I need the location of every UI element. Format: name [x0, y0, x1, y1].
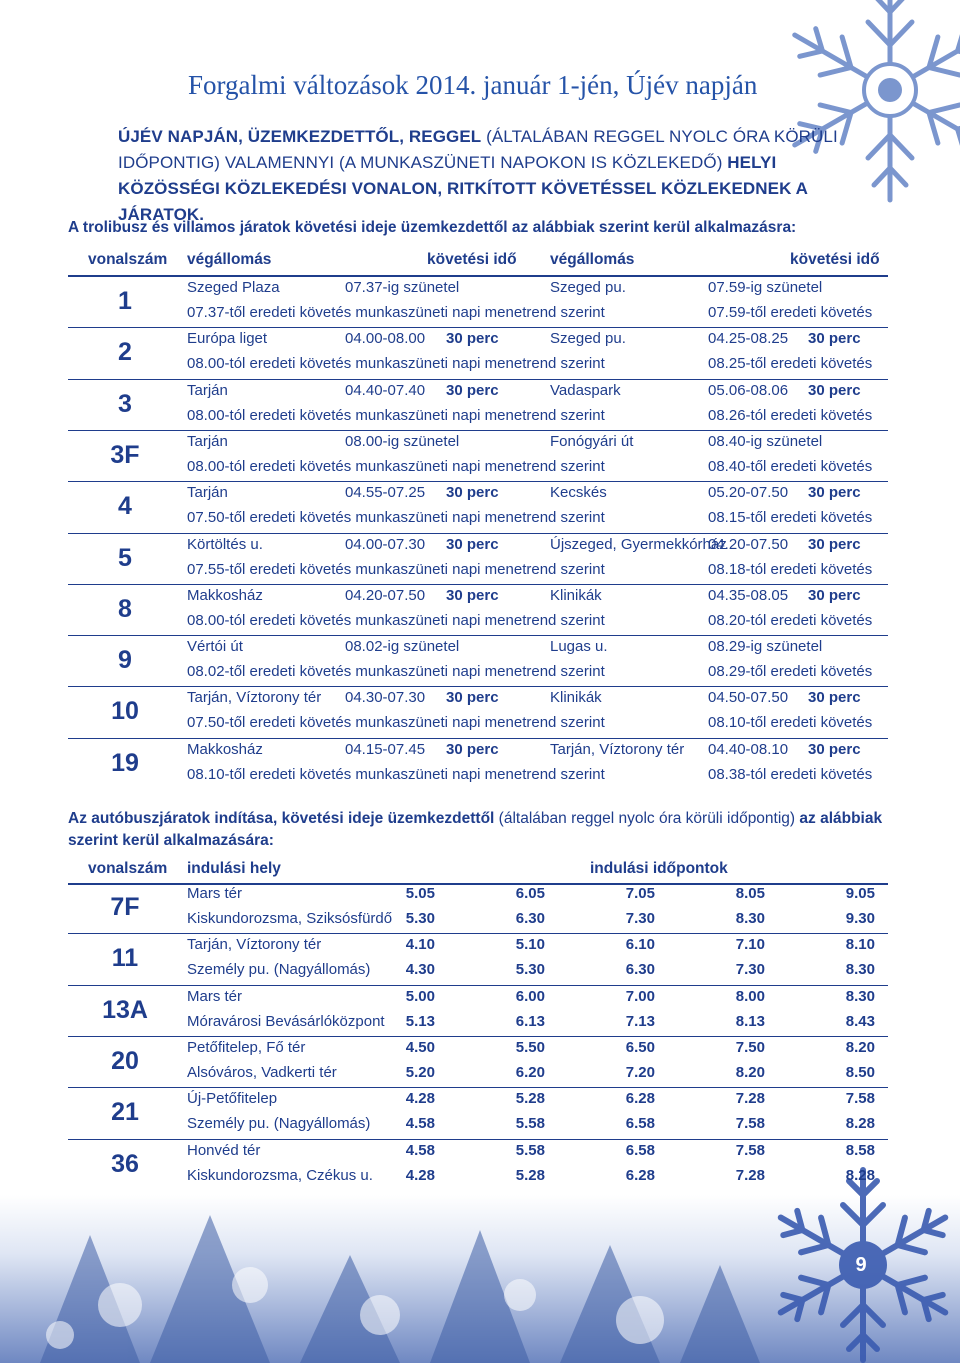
note: 08.18-tól eredeti követés: [708, 560, 873, 578]
intro-part-2: (ÁLTALÁBAN REGGEL NYOLC ÓRA KÖRÜLI IDŐPONTIG) VALAMENNYI (A MUNKASZÜNETI NAPOKON IS KÖZLEKEDŐ): [118, 127, 838, 172]
note: 08.38-tól eredeti követés: [708, 765, 873, 783]
departure-time: 6.28: [625, 1090, 655, 1108]
note: 08.00-tól eredeti követés munkaszüneti napi menetrend szerint: [187, 406, 605, 424]
departure-place: Mars tér: [187, 885, 243, 902]
departure-time: 7.30: [735, 961, 765, 979]
line-number: 11: [111, 944, 139, 973]
row-divider: [68, 379, 888, 380]
departure-time: 6.13: [515, 1012, 545, 1030]
departure-time: 5.00: [405, 987, 435, 1005]
departure-time: 8.28: [845, 1115, 875, 1133]
note: 08.29-től eredeti követés: [708, 663, 873, 681]
note: 07.50-től eredeti követés munkaszüneti napi menetrend szerint: [187, 714, 605, 732]
departure-time: 8.20: [735, 1063, 765, 1081]
departure-time: 8.50: [845, 1063, 875, 1081]
note: 08.10-től eredeti követés: [708, 714, 873, 732]
tram-header-line: vonalszám: [88, 251, 168, 268]
time-range: 04.50-07.50: [708, 689, 789, 707]
stop-name: Klinikák: [550, 689, 602, 707]
interval: 30 perc: [808, 740, 861, 758]
departure-time: 8.05: [735, 885, 765, 902]
note: 07.59-től eredeti követés: [708, 304, 873, 321]
time-range: 04.25-08.25: [708, 330, 789, 348]
departure-time: 8.58: [845, 1141, 875, 1159]
departure-time: 5.30: [405, 910, 435, 927]
departure-time: 8.43: [845, 1012, 875, 1030]
time-range: 05.20-07.50: [708, 484, 789, 502]
note: 08.15-től eredeti követés: [708, 509, 873, 527]
departure-time: 4.58: [405, 1141, 435, 1159]
stop-name: Tarján: [187, 432, 228, 450]
departure-time: 6.20: [515, 1063, 545, 1081]
intro-part-1: ÚJÉV NAPJÁN, ÜZEMKEZDETTŐL, REGGEL: [118, 127, 482, 146]
departure-time: 8.28: [845, 1166, 875, 1184]
stop-name: Klinikák: [550, 586, 602, 604]
departure-time: 6.10: [625, 936, 655, 954]
time-range: 08.02-ig szünetel: [345, 638, 460, 656]
note: 08.02-től eredeti követés munkaszüneti napi menetrend szerint: [187, 663, 605, 681]
stop-name: Körtöltés u.: [187, 535, 263, 553]
interval: 30 perc: [808, 484, 861, 502]
row-divider: [68, 1087, 888, 1088]
departure-time: 7.30: [625, 910, 655, 927]
stop-name: Tarján, Víztorony tér: [187, 689, 322, 707]
departure-time: 4.58: [405, 1115, 435, 1133]
row-divider: [68, 1139, 888, 1140]
departure-time: 4.10: [405, 936, 435, 954]
line-number: 3: [118, 389, 132, 418]
departure-time: 5.58: [515, 1141, 545, 1159]
departure-place: Móravárosi Bevásárlóközpont: [187, 1012, 385, 1030]
stop-name: Lugas u.: [550, 638, 608, 656]
departure-place: Új-Petőfitelep: [187, 1090, 278, 1108]
note: 08.00-tól eredeti követés munkaszüneti napi menetrend szerint: [187, 457, 605, 475]
time-range: 05.06-08.06: [708, 381, 789, 399]
stop-name: Tarján: [187, 381, 228, 399]
stop-name: Tarján, Víztorony tér: [550, 740, 685, 758]
departure-place: Személy pu. (Nagyállomás): [187, 961, 371, 979]
time-range: 04.55-07.25: [345, 484, 426, 502]
bus-subtitle-part-1: Az autóbuszjáratok indítása, követési ideje üzemkezdettől: [68, 810, 495, 827]
interval: 30 perc: [446, 330, 499, 348]
interval: 30 perc: [808, 330, 861, 348]
departure-time: 6.05: [515, 885, 545, 902]
departure-time: 5.13: [405, 1012, 435, 1030]
interval: 30 perc: [808, 535, 861, 553]
departure-time: 5.28: [515, 1166, 545, 1184]
time-range: 04.00-07.30: [345, 535, 426, 553]
line-number: 20: [111, 1046, 139, 1075]
departure-place: Kiskundorozsma, Sziksósfürdő: [187, 910, 393, 927]
note: 07.55-től eredeti követés munkaszüneti napi menetrend szerint: [187, 560, 605, 578]
time-range: 08.00-ig szünetel: [345, 432, 460, 450]
row-divider: [68, 533, 888, 534]
departure-time: 4.30: [405, 961, 435, 979]
departure-time: 4.28: [405, 1166, 435, 1184]
departure-time: 8.10: [845, 936, 875, 954]
note: 07.50-től eredeti követés munkaszüneti napi menetrend szerint: [187, 509, 605, 527]
time-range: 08.29-ig szünetel: [708, 638, 823, 656]
note: 08.40-től eredeti követés: [708, 457, 873, 475]
line-number: 3F: [110, 440, 140, 469]
departure-place: Petőfitelep, Fő tér: [187, 1038, 306, 1056]
time-range: 08.40-ig szünetel: [708, 432, 823, 450]
interval: 30 perc: [446, 484, 499, 502]
line-number: 36: [111, 1149, 139, 1178]
departure-time: 8.30: [845, 987, 875, 1005]
stop-name: Szeged pu.: [550, 330, 626, 348]
departure-time: 7.58: [845, 1090, 875, 1108]
departure-time: 9.05: [845, 885, 875, 902]
bus-header-times: indulási időpontok: [590, 860, 728, 877]
departure-time: 6.28: [625, 1166, 655, 1184]
departure-place: Mars tér: [187, 987, 243, 1005]
departure-time: 6.58: [625, 1115, 655, 1133]
row-divider: [68, 933, 888, 934]
stop-name: Európa liget: [187, 330, 268, 348]
note: 08.20-tól eredeti követés: [708, 611, 873, 629]
departure-time: 5.50: [515, 1038, 545, 1056]
note: 08.10-től eredeti követés munkaszüneti napi menetrend szerint: [187, 765, 605, 783]
departure-time: 5.28: [515, 1090, 545, 1108]
line-number: 9: [118, 646, 132, 675]
interval: 30 perc: [808, 689, 861, 707]
interval: 30 perc: [446, 535, 499, 553]
departure-time: 7.00: [625, 987, 655, 1005]
stop-name: Fonógyári út: [550, 432, 634, 450]
row-divider: [68, 686, 888, 687]
time-range: 04.30-07.30: [345, 689, 426, 707]
tram-header-stop1: végállomás: [187, 251, 272, 268]
departure-time: 4.28: [405, 1090, 435, 1108]
row-divider: [68, 584, 888, 585]
interval: 30 perc: [808, 586, 861, 604]
interval: 30 perc: [446, 689, 499, 707]
line-number: 4: [118, 492, 132, 521]
stop-name: Tarján: [187, 484, 228, 502]
tram-header-interval1: követési idő: [427, 251, 517, 268]
departure-time: 5.20: [405, 1063, 435, 1081]
page-title: Forgalmi változások 2014. január 1-jén, Újév napján: [188, 70, 758, 100]
departure-time: 6.58: [625, 1141, 655, 1159]
note: 08.26-tól eredeti követés: [708, 406, 873, 424]
tram-subtitle: A trolibusz és villamos járatok követési ideje üzemkezdettől az alábbiak szerint kerül alkalmazásra:: [68, 219, 797, 236]
line-number: 1: [118, 287, 132, 315]
departure-place: Személy pu. (Nagyállomás): [187, 1115, 371, 1133]
departure-time: 7.28: [735, 1090, 765, 1108]
stop-name: Újszeged, Gyermekkórház: [550, 535, 727, 553]
row-divider: [68, 481, 888, 482]
stop-name: Szeged Plaza: [187, 279, 280, 296]
departure-place: Alsóváros, Vadkerti tér: [187, 1063, 337, 1081]
stop-name: Kecskés: [550, 484, 607, 502]
row-divider: [68, 1036, 888, 1037]
departure-time: 5.10: [515, 936, 545, 954]
departure-time: 7.10: [735, 936, 765, 954]
time-range: 07.37-ig szünetel: [345, 279, 460, 296]
departure-time: 7.58: [735, 1141, 765, 1159]
departure-place: Kiskundorozsma, Czékus u.: [187, 1166, 373, 1184]
line-number: 2: [118, 338, 132, 367]
interval: 30 perc: [446, 381, 499, 399]
departure-time: 7.20: [625, 1063, 655, 1081]
departure-time: 8.13: [735, 1012, 765, 1030]
time-range: 04.20-07.50: [345, 586, 426, 604]
departure-time: 7.28: [735, 1166, 765, 1184]
departure-time: 7.13: [625, 1012, 655, 1030]
departure-time: 9.30: [845, 910, 875, 927]
stop-name: Makkosház: [187, 740, 263, 758]
departure-time: 8.30: [735, 910, 765, 927]
departure-time: 8.20: [845, 1038, 875, 1056]
interval: 30 perc: [446, 740, 499, 758]
line-number: 7F: [110, 893, 140, 921]
departure-time: 6.00: [515, 987, 545, 1005]
header-rule: [68, 275, 888, 277]
departure-time: 4.50: [405, 1038, 435, 1056]
time-range: 04.40-08.10: [708, 740, 789, 758]
line-number: 10: [111, 697, 139, 726]
departure-place: Honvéd tér: [187, 1141, 261, 1159]
departure-place: Tarján, Víztorony tér: [187, 936, 322, 954]
bus-subtitle: [68, 808, 888, 852]
row-divider: [68, 430, 888, 431]
departure-time: 8.00: [735, 987, 765, 1005]
page-number: 9: [855, 1254, 867, 1276]
row-divider: [68, 985, 888, 986]
intro-part-3: HELYI KÖZÖSSÉGI KÖZLEKEDÉSI VONALON, RITKÍTOTT KÖVETÉSSEL KÖZLEKEDNEK A JÁRATOK.: [118, 153, 808, 224]
intro-paragraph: [118, 124, 838, 228]
note: 08.00-tól eredeti követés munkaszüneti napi menetrend szerint: [187, 611, 605, 629]
departure-time: 8.30: [845, 961, 875, 979]
stop-name: Vadaspark: [550, 381, 621, 399]
interval: 30 perc: [808, 381, 861, 399]
row-divider: [68, 738, 888, 739]
departure-time: 5.05: [405, 885, 435, 902]
line-number: 8: [118, 594, 132, 623]
departure-time: 5.30: [515, 961, 545, 979]
departure-time: 6.30: [625, 961, 655, 979]
line-number: 13A: [102, 995, 148, 1024]
departure-time: 7.50: [735, 1038, 765, 1056]
row-divider: [68, 327, 888, 328]
departure-time: 7.58: [735, 1115, 765, 1133]
note: 08.25-től eredeti követés: [708, 355, 873, 373]
tram-header-interval2: követési idő: [790, 251, 880, 268]
stop-name: Makkosház: [187, 586, 263, 604]
tram-header-stop2: végállomás: [550, 251, 635, 268]
time-range: 04.35-08.05: [708, 586, 789, 604]
bus-header-line: vonalszám: [88, 860, 168, 877]
stop-name: Szeged pu.: [550, 279, 626, 296]
line-number: 19: [111, 748, 139, 777]
note: 07.37-től eredeti követés munkaszüneti napi menetrend szerint: [187, 304, 605, 321]
time-range: 04.20-07.50: [708, 535, 789, 553]
departure-time: 6.50: [625, 1038, 655, 1056]
time-range: 04.15-07.45: [345, 740, 426, 758]
bus-header-place: indulási hely: [187, 860, 281, 877]
stop-name: Vértói út: [187, 638, 243, 656]
departure-time: 5.58: [515, 1115, 545, 1133]
time-range: 04.40-07.40: [345, 381, 426, 399]
row-divider: [68, 635, 888, 636]
time-range: 07.59-ig szünetel: [708, 279, 823, 296]
departure-time: 7.05: [625, 885, 655, 902]
bus-subtitle-part-3: az alábbiak szerint kerül alkalmazására:: [68, 810, 883, 849]
line-number: 21: [111, 1098, 139, 1127]
interval: 30 perc: [446, 586, 499, 604]
departure-time: 6.30: [515, 910, 545, 927]
time-range: 04.00-08.00: [345, 330, 426, 348]
note: 08.00-tól eredeti követés munkaszüneti napi menetrend szerint: [187, 355, 605, 373]
bus-subtitle-part-2: (általában reggel nyolc óra körüli időpontig): [494, 810, 800, 827]
line-number: 5: [118, 543, 132, 572]
